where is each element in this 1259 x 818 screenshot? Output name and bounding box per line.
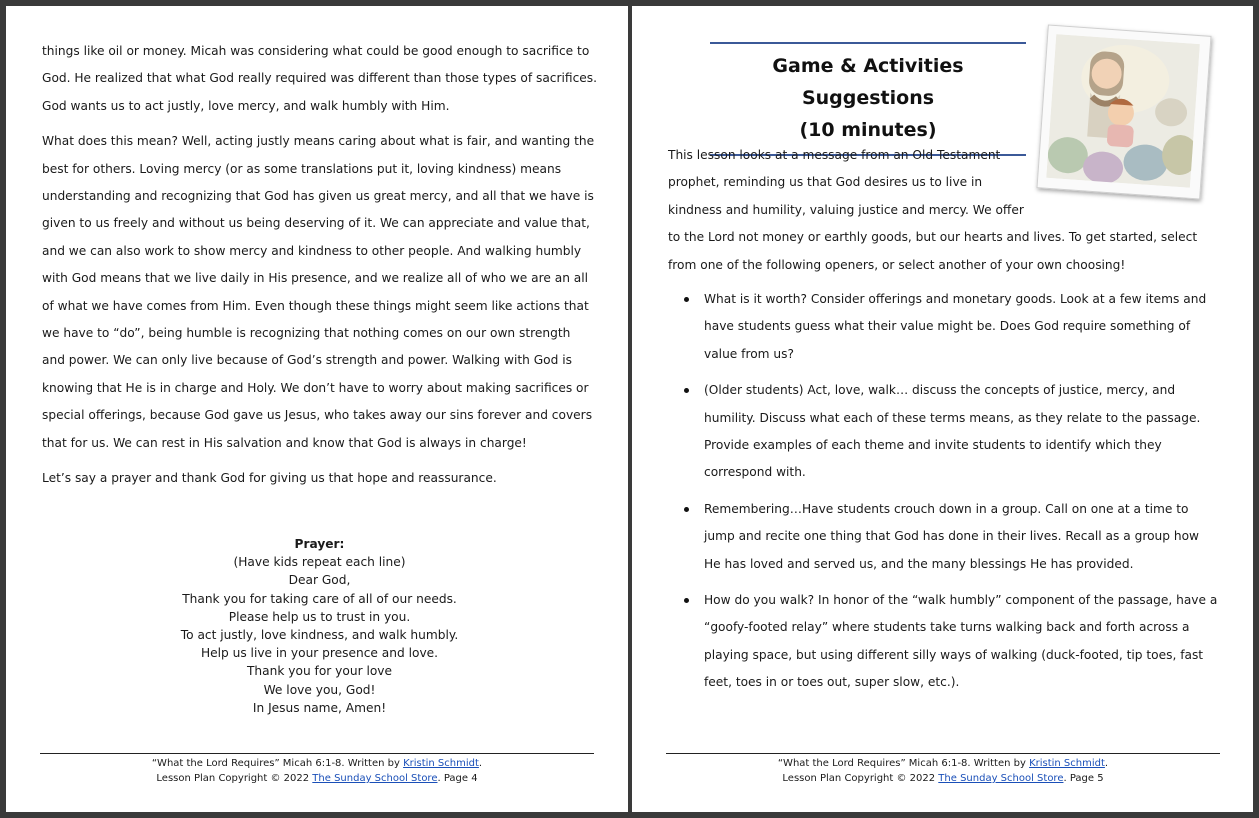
author-link[interactable]: Kristin Schmidt: [1029, 758, 1105, 769]
list-item-text: How do you walk? In honor of the “walk humbly” component of the passage, have a “goofy-footed relay” where students take turns walking back and forth across a playing space, but using different silly ways of walking (duck-footed, tip toes, fast feet, toes in or toes out, super slow, etc.).: [704, 593, 1218, 690]
page-footer: [666, 753, 1220, 786]
paragraph: What does this mean? Well, acting justly means caring about what is fair, and wanting the best for others. Loving mercy (or as some translations put it, loving kindness) means understanding and recognizing that God has given us great mercy, and all that we have is given to us freely and without us being deserving of it. We can appreciate and value that, and we can also work to show mercy and kindness to other people. And walking humbly with God means that we live daily in His presence, and we realize all of who we are an all of what we have comes from Him. Even though these things might seem like actions that we have to “do”, being humble is recognizing that nothing comes on our own strength and power. We can only live because of God’s strength and power. Walking with God is knowing that He is in charge and Holy. We don’t have to worry about making sacrifices or special offerings, because God gave us Jesus, who takes away our sins forever and covers that for us. We can rest in His salvation and know that God is always in charge!: [42, 134, 595, 450]
list-item: [668, 286, 1218, 368]
intro-line: from one of the following openers, or select another of your own choosing!: [668, 257, 1126, 272]
footer-citation: “What the Lord Requires” Micah 6:1-8. Written by: [151, 758, 404, 769]
bullet-icon: [684, 598, 689, 603]
prayer-line: (Have kids repeat each line): [233, 555, 406, 570]
activity-list: [668, 286, 1218, 706]
store-link[interactable]: The Sunday School Store: [312, 773, 438, 784]
list-item: [668, 587, 1218, 697]
prayer-line: Thank you for taking care of all of our needs.: [182, 591, 457, 606]
intro-line: prophet, reminding us that God desires us to live in: [668, 175, 983, 190]
footer-line-2: [666, 771, 1220, 786]
footer-punct: .: [1104, 758, 1109, 769]
page-5: [632, 6, 1253, 812]
bullet-icon: [684, 297, 689, 302]
list-item-text: What is it worth? Consider offerings and monetary goods. Look at a few items and have students guess what their value might be. Does God require something of value from us?: [704, 292, 1207, 361]
intro-line: This lesson looks at a message from an Old Testament: [668, 148, 1001, 162]
intro-text: [668, 142, 1218, 279]
list-item-text: Remembering…Have students crouch down in a group. Call on one at a time to jump and recite one thing that God has done in their lives. Recall as a group how He has loved and served us, and the many blessings He has provided.: [704, 501, 1200, 571]
prayer-line: Please help us to trust in you.: [228, 609, 411, 624]
author-link[interactable]: Kristin Schmidt: [403, 758, 479, 769]
paragraph: Let’s say a prayer and thank God for giving us that hope and reassurance.: [42, 471, 497, 486]
footer-citation: “What the Lord Requires” Micah 6:1-8. Written by: [777, 758, 1030, 769]
footer-line-1: [40, 756, 594, 771]
prayer-line: To act justly, love kindness, and walk humbly.: [180, 628, 459, 643]
title-line-1: Game & Activities Suggestions: [772, 55, 964, 109]
footer-copyright: Lesson Plan Copyright © 2022: [782, 773, 939, 784]
footer-line-1: [666, 756, 1220, 771]
footer-line-2: [40, 771, 594, 786]
intro-line: to the Lord not money or earthly goods, but our hearts and lives. To get started, select: [668, 230, 1198, 245]
title-line-2: (10 minutes): [799, 119, 937, 141]
left-body-text: [42, 38, 597, 501]
footer-punct: .: [478, 758, 483, 769]
page-footer: [40, 753, 594, 786]
section-title: [710, 42, 1026, 156]
prayer-line: Dear God,: [288, 573, 351, 588]
prayer-line: In Jesus name, Amen!: [252, 700, 387, 715]
list-item: [668, 377, 1218, 487]
page-number: . Page 4: [437, 773, 478, 784]
prayer-line: We love you, God!: [263, 682, 376, 697]
paragraph: things like oil or money. Micah was considering what could be good enough to sacrifice to God. He realized that what God really required was different than those types of sacrifices. God wants us to act justly, love mercy, and walk humbly with Him.: [42, 44, 597, 113]
list-item-text: (Older students) Act, love, walk… discuss the concepts of justice, mercy, and humility. Discuss what each of these terms means, as they relate to the passage. Provide examples of each theme and invite students to identify which they correspond with.: [704, 383, 1201, 480]
bullet-icon: [684, 507, 689, 512]
prayer-block: [42, 535, 597, 717]
prayer-line: Thank you for your love: [246, 664, 393, 679]
list-item: [668, 496, 1218, 578]
store-link[interactable]: The Sunday School Store: [938, 773, 1064, 784]
prayer-line: Help us live in your presence and love.: [200, 646, 439, 661]
bullet-icon: [684, 388, 689, 393]
intro-line: kindness and humility, valuing justice and mercy. We offer: [668, 202, 1024, 217]
prayer-title: Prayer:: [294, 537, 345, 551]
page-4: [6, 6, 628, 812]
page-number: . Page 5: [1063, 773, 1104, 784]
footer-copyright: Lesson Plan Copyright © 2022: [156, 773, 313, 784]
